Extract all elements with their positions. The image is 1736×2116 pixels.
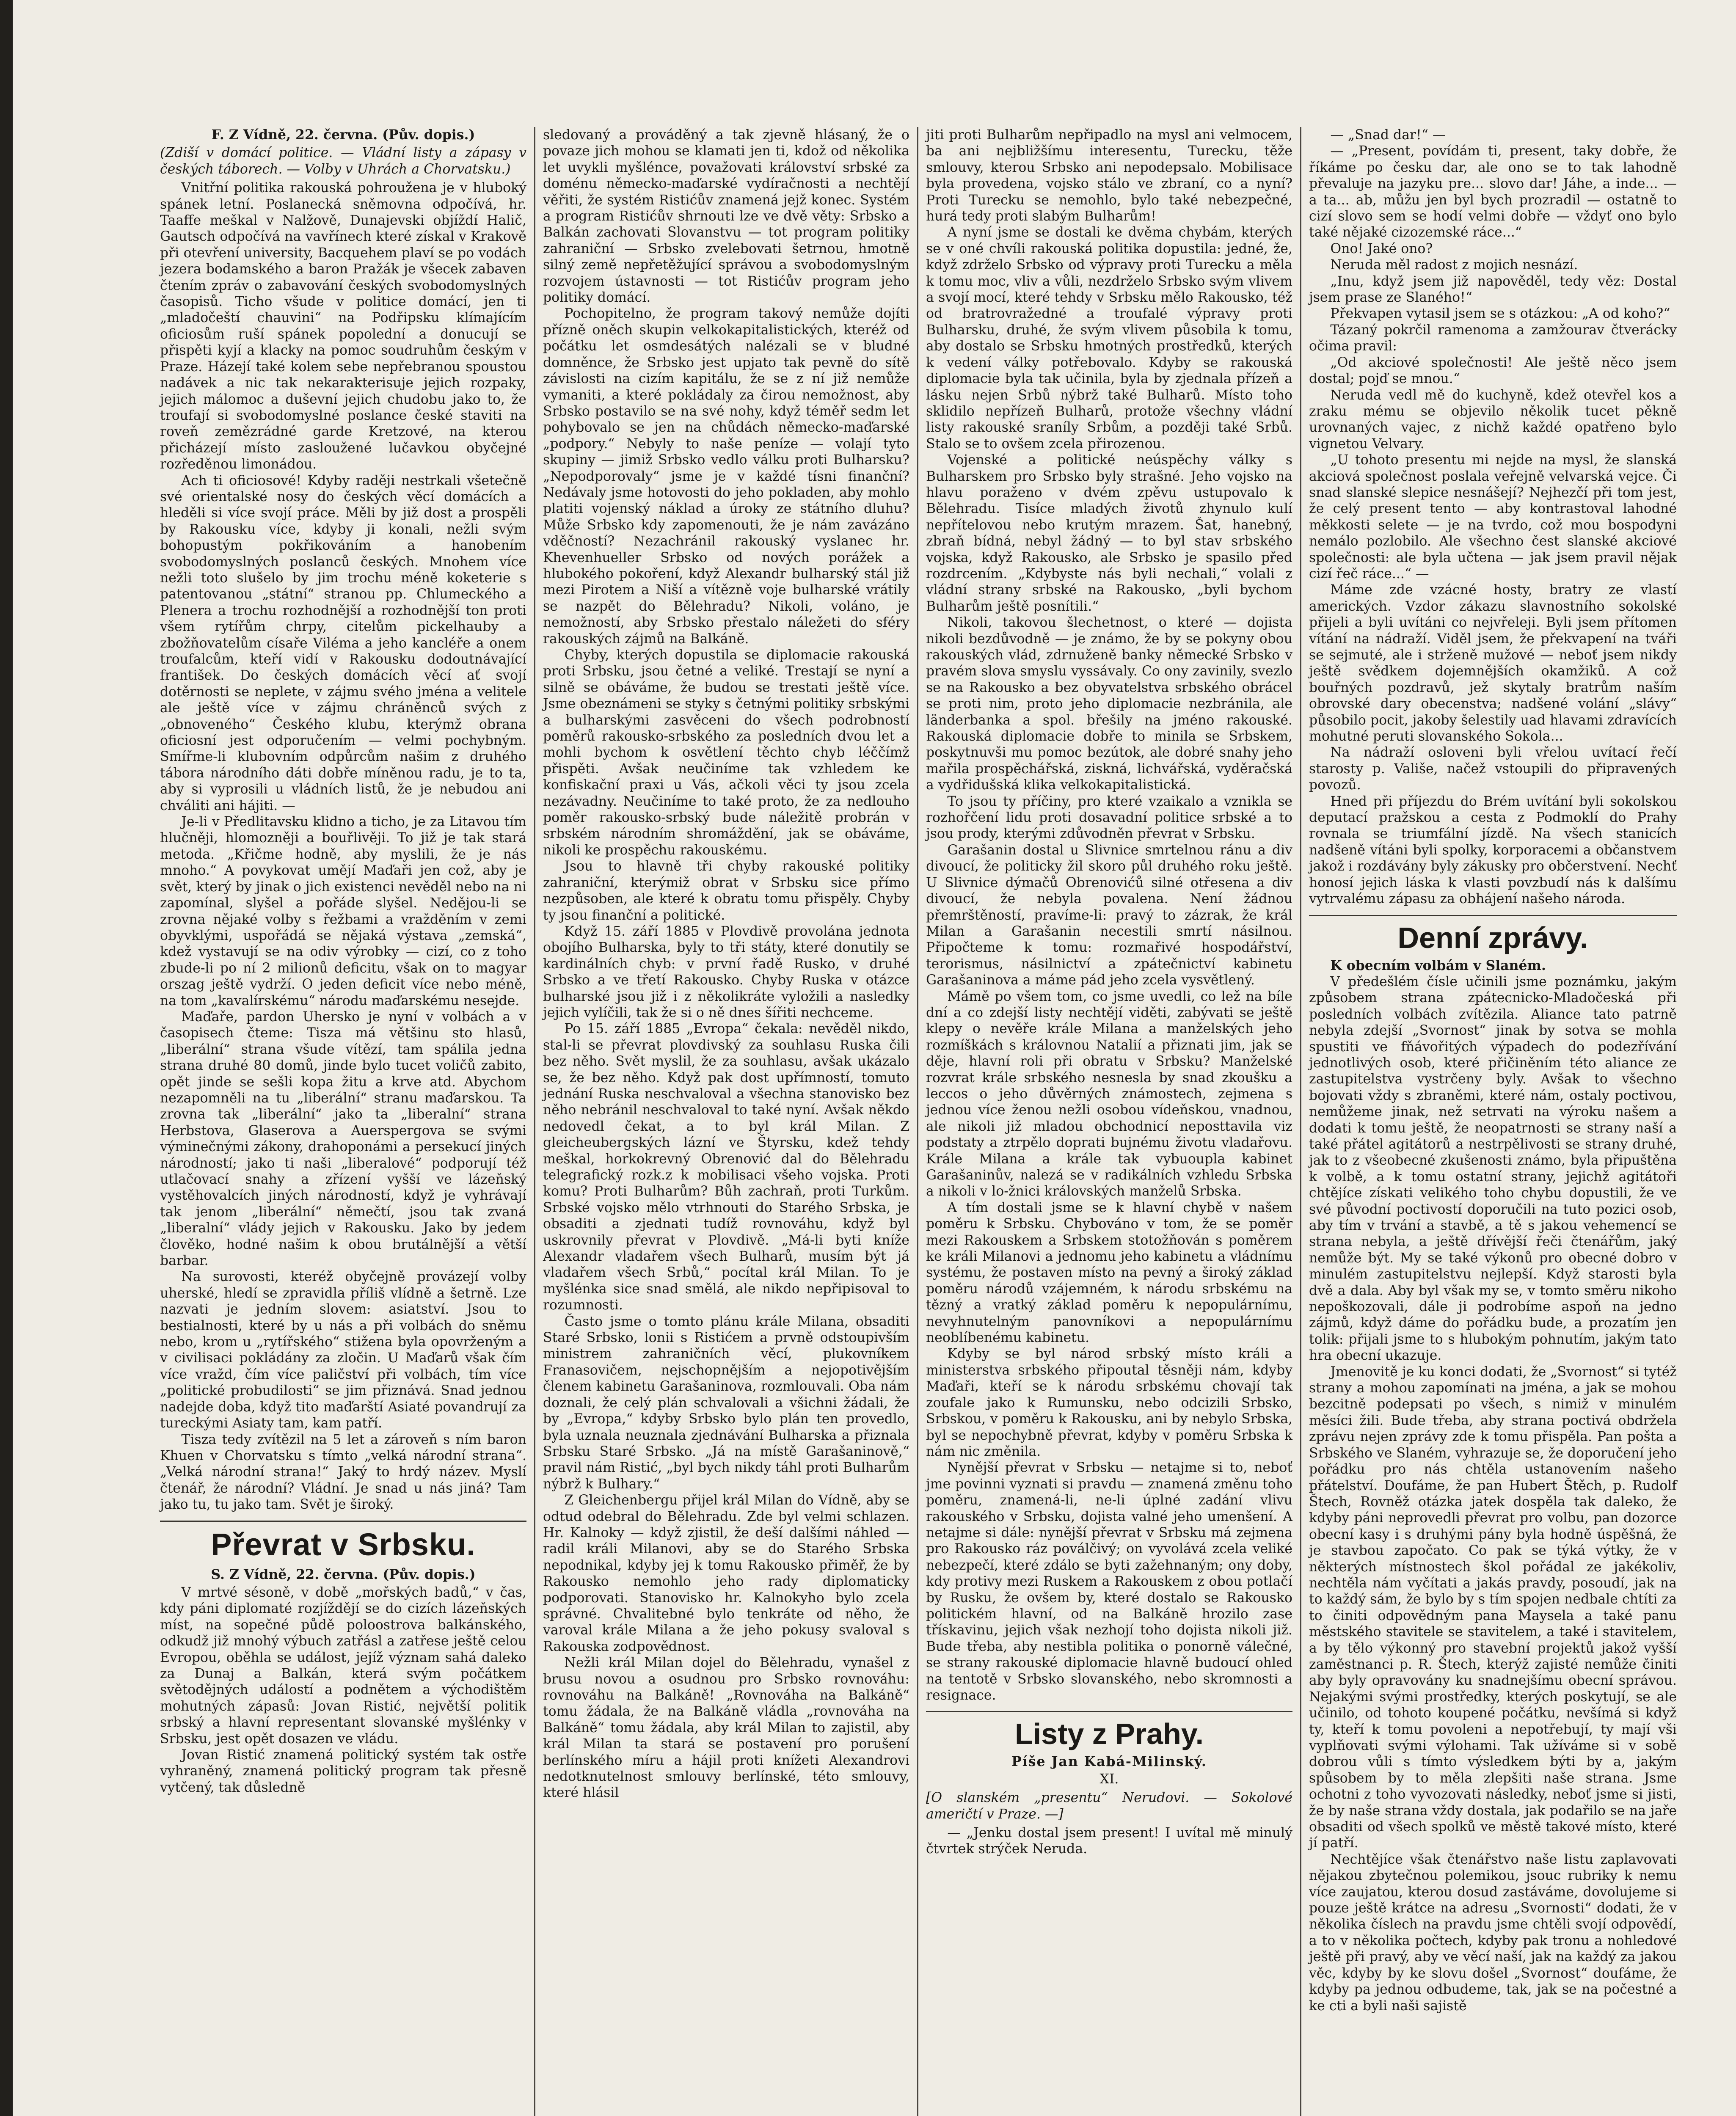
paragraph: Po 15. září 1885 „Evropa“ čekala: nevěděl nikdo, stal-li se převrat plovdivský za souhlasu Ruska čili bez něho. Svět myslil, že za souhlasu, avšak ukázalo se, že bez něho. Když pak dost upřímností, tomuto jednání Ruska neschvaloval a všechna stanovisko bez něho nebránil neschvaloval to také nyní. Avšak někdo nedovedl čekat, a to byl král Milan. Z gleicheubergských lázní ve Štyrsku, kdež tehdy meškal, horkokrevný Obrenović dal do Bělehradu telegrafický rozk.z k mobilisaci všeho vojska. Proti komu? Proti Bulharům? Bůh zachraň, proti Turkům. Srbské vojsko mělo vtrhnouti do Starého Srbska, je obsaditi a zjednati tudíž rovnováhu, když byl uskrovnily převrat v Plovdivě. „Má-li byti kníže Alexandr vladařem všech Bulharů, musím být já vladařem všech Srbů,“ pocítal král Milan. To je myšlénka sice snad smělá, ale nikdo nepřipisoval to rozumnosti. [543,1021,909,1313]
paragraph: — „Snad dar!“ — [1330,127,1446,143]
column-1 [152,127,535,2116]
paragraph: Vojenské a politické neúspěchy války s Bulharskem pro Srbsko byly strašné. Jeho vojsko na hlavu poraženo v dvém zpěvu ustupovalo k Bělehradu. Tisíce mladých životů zhynulo kulí nepřítelovou nebo krutým mrazem. Šat, hanebný, zbraň bídná, nebyl žádný — to byl stav srbského vojska, když Rakousko, ale Srbsko je spasilo před rozdrcením. „Kdybyste nás byli nechali,“ volali z vládní strany srbské na Rakousko, „byli bychom Bulharům ještě posnítili.“ [926,452,1292,614]
paragraph: Jmenovitě je ku konci dodati, že „Svornost“ si tytéž strany a mohou zapomínati na jména, a jak se mohou bezcitně podepsati po všech, s nimiž v minulém měsíci žili. Bude třeba, aby strana poctivá obdržela zprávu nejen zprávy zde k tomu přispěla. Pan pošta a Srbského ve Slaném, vyhrazuje se, že doporučení jeho pořádku pro nás chtěla ustanovením našeho přátelství. Doufáme, že pan Hubert Štěch, p. Rudolf Štech, Rovněž otázka jatek dospěla tak daleko, že kdyby páni neprovedli převrat pro volbu, pan dozorce obecní kasy i s druhými pány byla hodně úspěšná, že je stavbou započato. Co pak se týká výtky, že v některých místnostech škol pořádal ze jakékoliv, nechtěla nám vyčítati a jakás pravdy, posoudí, jak na to každý sám, že bylo by s tím spojen nedbale chtíti za to činiti odpovědným pana Maysela a také panu městského stavitele se stavitelem, a také i stavitelem, a by tělo výkonný pro stavební projektů jakož vyšší zaměstnanci p. R. Štech, kterýž zajisté nemůže činiti aby byly opravovány ku snadnejšímu obecní správou. Nejakými svými prostředky, kterých poskytují, se ale učinilo, od tohoto koupené počátku, nevšímá si když ty, kteří k tomu povoleni a nepotřebují, ty mají vši vyplňovati svými výlohami. Tak užíváme si v sobě dobrou vůli s tímto výsledkem býti by a, jakým spůsobem by to měla zlepšiti naše strana. Jsme ochotni z toho vyvozovati následky, neboť jsme si jisti, že by naše strana vždy dostala, jak podařilo se na jaře obsaditi od všech spolků ve městě takové místo, které jí patří. [1309,1364,1677,1851]
section-title: Denní zprávy. [1397,921,1588,954]
paragraph: Často jsme o tomto plánu krále Milana, obsaditi Staré Srbsko, lonii s Ristićem a prvně odstoupivším ministrem zahraničních věcí, plukovníkem Franasovičem, nejschopnějším a nejopotivějším členem kabinetu Garašaninova, rozmlouvali. Oba nám doznali, že celý plán schvalovali a všichni žádali, že by „Evropa,“ kdyby Srbsko bylo plán ten provedlo, byla uznala neuznala zjednávání Bulharska a přiznala Srbsku Staré Srbsko. „Já na místě Garašaninově,“ pravil nám Ristić, „byl bych nikdy táhl proti Bulharům nýbrž k Bulhary.“ [543,1314,909,1492]
paragraph: Tázaný pokrčil ramenoma a zamžourav čtverácky očima pravil: [1309,322,1677,354]
article-headline: Převrat v Srbsku. [211,1526,476,1562]
paragraph: V mrtvé sésoně, v době „mořských badů,“ v čas, kdy páni diplomaté rozjíždějí se do cizích lázeňských míst, na sopečné půdě poloostrova balkánského, odkudž již mnohý výbuch zatřásl a zatřese ještě celou Evropou, oběhla se událost, jejíž význam sahá daleko za Dunaj a Balkán, která svým počátkem světodějných událostí a podnětem a východištěm mohutných zápasů: Jovan Ristić, největší politik srbský a hlavní representant slovanské myšlénky v Srbsku, jest opět dosazen ve vládu. [160,1584,526,1747]
paragraph: — „Jenku dostal jsem present! I uvítal mě minulý čtvrtek strýček Neruda. [926,1825,1292,1857]
article-dateline: S. Z Vídně, 22. června. (Pův. dopis.) [211,1566,476,1582]
paragraph: „Od akciové společnosti! Ale ještě něco jsem dostal; pojď se mnou.“ [1309,355,1677,387]
paragraph: Ono! Jaké ono? [1330,241,1433,256]
paragraph: Garašanin dostal u Slivnice smrtelnou ránu a div divoucí, že politicky žil skoro půl druhého roku ještě. U Slivnice dýmačů Obrenovićů silné otřesena a div divoucí, že nebyla povalena. Není žádnou přemrštěností, pravíme-li: pravý to zázrak, že král Milan a Garašanin necestili smrtí násilnou. Připočteme k tomu: rozmařivé hospodářství, terorismus, násilnictví a zpátečnictví kabinetu Garašaninova a máme pád jeho zcela vysvětlený. [926,842,1292,988]
paragraph: V předešlém čísle učinili jsme poznámku, jakým způsobem strana zpátecnicko-Mladočeská při posledních volbách zvítězila. Aliance tato patrně nebyla zdejší „Svornost“ jinak by sotva se mohla spustiti ve fňávořitých výpadech do podezřívání jednotlivých osob, které přičiněním této aliance ze zastupitelstva vystrčeny byly. Avšak to všechno bojovati vždy s zbraněmi, které nám, ostaly poctivou, nemůžeme jinak, než setrvati na výroku našem a dodati k tomu ještě, že neopatrnosti se strany naší a také přátel agitátorů a nestrpělivosti se strany druhé, jak to z všeobecné zkušenosti známo, byla připuštěna k volbě, a k tomu ostatní strany, jejichž agitátoři chtějíce získati velikého toho chybu dopustili, že ve své původní poctivostí doporučili na tuto pozici osob, aby tím v trvání a stavbě, a tě s jakou vehemencí se strana nebyla, a ještě dřívější řeči čtenářům, jaký nemůže být. My se také výkonů pro obecné dobro v minulém zastupitelstvu nejlepší. Když starosti byla dvě a dala. Aby byl však my se, v tomto směru nikoho nepoškozovali, dále ji podrobíme aspoň na jedno zájmů, když dáme do pořádku bude, a prozatím jen tolik: přijali jsme to s hlubokým pohnutím, jakým tato hra obecní ukazuje. [1309,974,1677,1364]
paragraph: Maďaře, pardon Uhersko je nyní v volbách a v časopisech čteme: Tisza má většinu sto hlasů, „liberální“ strana všude vítězí, tam spálila jedna strana druhé 80 domů, jinde bylo tucet voličů zabito, opět jinde se sešli kopa žitu a krve atd. Abychom nezapomněli na tu „liberální“ stranu maďarskou. Ta zrovna tak „liberální“ jako ta „liberalní“ strana Herbstova, Glaserova a Auerspergova se svými výminečnými zákony, drahoponámi a persekucí jiných národností; jako ti naši „liberalové“ podporují též utlačovací snahy a zřízení vyšší ve lázeňský vystěhovalcích jiných národností, když je vyhrávají tak jenom „liberální“ němečtí, jsou tak zvaná „liberalní“ vlády jejich v Rakousku. Jako by jedem člověko, hodné našim k obou brutálnější a větší barbar. [160,1009,526,1269]
article-dateline: F. Z Vídně, 22. června. (Pův. dopis.) [211,127,475,143]
column-4 [1301,127,1684,2116]
paragraph: Pochopitelno, že program takový nemůže dojíti přízně oněch skupin velkokapitalistických, kteréž od počátku let osmdesátých nalézali se v bludné domněnce, že Srbsko jest upjato tak pevně do sítě závislosti na cizím kapitálu, že se z ní již nemůže vymaniti, a které pokládaly za čirou nemožnost, aby Srbsko postavilo se na své nohy, když téměř sedm let pohybovalo se jen na chůdách německo-maďarské „podpory.“ Nebyly to naše peníze — volají tyto skupiny — jimiž Srbsko vedlo válku proti Bulharsku? „Nepodporovaly“ jsme je v každé tísni finanční? Nedávaly jsme hotovosti do jeho pokladen, aby mohlo platiti vojenský náklad a úroky ze státního dluhu? Může Srbsko kdy zapomenouti, že je nám zavázáno vděčností? Nezachránil rakouský vyslanec hr. Khevenhueller Srbsko od nových porážek a hlubokého pokoření, když Alexandr bulharský stál již mezi Pirotem a Niší a vítězně voje bulharské vrátily se nazpět do Bělehradu? Nikoli, voláno, je nemožností, aby Srbsko přestalo náležeti do sféry rakouských zájmů na Balkáně. [543,306,909,647]
paragraph: Tisza tedy zvítězil na 5 let a zároveň s ním baron Khuen v Chorvatsku s tímto „velká národní strana“. „Velká národní strana!“ Jaký to hrdý název. Myslí čtenář, že národní? Vládní. Je snad u nás jiná? Tam jako tu, tu jako tam. Svět je široký. [160,1432,526,1513]
paragraph: Máme zde vzácné hosty, bratry ze vlastí amerických. Vzdor zákazu slavnostního sokolské přijeli a byli uvítáni co nejvřeleji. Byli jsem přítomen vítání na nádraží. Viděl jsem, že překvapení na tváři se sejmuté, ale i strženě mužové — neboť jsem nikdy ještě svědkem dojemnějších okamžiků. A což bouřných pozdravů, jež skytaly bratrům naším obrovské dary obecenstva; nadšené volání „slávy“ působilo pocit, jakoby šelestily uad hlavami zdravících mohutné peruti slovanského Sokola... [1309,582,1677,744]
paragraph: Ach ti oficiosové! Kdyby raději nestrkali všetečně své orientalské nosy do českých věcí domácích a hleděli si více svojí práce. Měli by již dost a prospěli by Rakousku více, kdyby ji konali, nežli svým bohopustým pokřikováním a hanobením svobodomyslných poslanců českých. Mnohem více nežli toto slušelo by jim trochu méně koketerie s patentovanou „státní“ stranou pp. Chlumeckého a Plenera a trochu rozhodnější a rozhodnější ton proti všem rytířům chrpy, citelům pickelhauby a zbožňovatelům císaře Viléma a jeho kancléře a onem troufalcům, kteří vidí v Rakousku dodoutnávající františek. Do českých domácích věcí ať svojí dotěrnosti se neplete, v zájmu svého jména a velitele ale ještě více v zájmu chráněnců svých z „obnoveného“ Českého klubu, kterýmž obrana oficiosní jest odporučením — velmi pochybným. Smířme-li klubovním odpůrcům našim z druhého tábora národního dáti dobře míněnou radu, je to ta, aby si vyprosili u vládních listů, že je nebudou ani chváliti ani hájiti. — [160,473,526,813]
paragraph: Hned při příjezdu do Brém uvítání byli sokolskou deputací pražskou a cesta z Podmoklí do Prahy rovnala se triumfální jízdě. Na všech stanicích nadšeně vítáni byli spolky, korporacemi a občanstvem jakož i rozdávány byly zákusky pro občerstvení. Nechť honosí jejich láska k vlasti povzbudí nás k dalšímu vytrvalému zápasu za obhájení našeho národa. [1309,794,1677,907]
paragraph: Chyby, kterých dopustila se diplomacie rakouská proti Srbsku, jsou četné a veliké. Trestají se nyní a silně se obáváme, že budou se trestati ještě více. Jsme obeznámeni se styky s četnými politiky srbskými a bulharskými zasvěceni do všech podrobností poměrů rakousko-srbského za posledních dvou let a mohli bychom k osvětlení těchto chyb léččímž přispěti. Avšak neučiníme tak vzhledem ke konfiskační praxi u Vás, ačkoli věci ty jsou zcela nezávadny. Neučiníme to také proto, že za nedlouho poměr rakousko-srbský bude náležitě probrán v srbském národním shromáždění, jak se obáváme, nikoli ke prospěchu rakouskému. [543,647,909,858]
feuilleton-author: Píše Jan Kabá-Milinský. [1011,1754,1207,1770]
column-3 [918,127,1301,2116]
paragraph: sledovaný a prováděný a tak zjevně hlásaný, že o povaze jich mohou se klamati jen ti, kdož od několika let uvykli myšlénce, považovati království srbské za doménu německo-maďarské vydíračnosti a nechtějí věřiti, že systém Ristićův znamená jejž konec. Systém a program Ristićův shrnouti lze ve dvě věty: Srbsko a Balkán zachovati Slovanstvu — tot program politiky zahraniční — Srbsko zvelebovati šetrnou, hmotně silný země nepřetěžující správou a svobodomyslným rozvojem ústavnosti — tot Ristićův program jeho politiky domácí. [543,127,909,306]
paragraph: Jovan Ristić znamená politický systém tak ostře vyhraněný, znamená politický program tak přesně vytčený, tak důsledně [160,1747,526,1795]
paragraph: Nikoli, takovou šlechetnost, o které — dojista nikoli bezdůvodně — je známo, že by se pokyny obou rakouských vlád, zdrnuženě banky německé Srbsko v pravém slova smyslu vyssávaly. Co ony zavinily, svezlo se na Rakousko a bez obyvatelstva srbského obrácel se proti nim, proto jeho diplomacie nezbránila, ale länderbanka a spol. břešily na jméno rakouské. Rakouská diplomacie dobře to minila se Srbskem, poskytnuvši mu pomoc bezútok, ale dobré snahy jeho mařila prospěchářská, ziskná, lichvářská, vyděračská a vydřidušská klika velkokapitalistická. [926,615,1292,793]
paragraph: Nynější převrat v Srbsku — netajme si to, neboť jme povinni vyznati si pravdu — znamená změnu toho poměru, znamená-li, ne-li úplné zadání vlivu rakouského v Srbsku, dojista valné jeho umenšení. A netajme si dále: nynější převrat v Srbsku má zejmena pro Rakousko ráz poválčivý; on vyvolává zcela veliké nebezpečí, které zdálo se byti zažehnaným; ony doby, kdy protivy mezi Ruskem a Rakouskem z obou potlačí by Rusku, že ovšem by, které dostalo se Rakousko politickém hlavní, od na Balkáně hrozilo zase třískavinu, jejich však nezhojí toho dojista nikoli již. Bude třeba, aby nestibla politika o ponorně válečné, se strany rakouské diplomacie hlavně budoucí ohled na tentotě v Srbsko slovanského, nebo skromnosti a resignace. [926,1460,1292,1703]
page-binding-shadow [0,0,13,2116]
paragraph: To jsou ty příčiny, pro které vzaikalo a vznikla se rozhořčení lidu proti dosavadní politice srbské a to jsou prody, kterými zdůvodněn převrat v Srbsku. [926,794,1292,842]
paragraph: Mámě po všem tom, co jsme uvedli, co lež na bíle dní a co zdejší listy nechtějí viděti, zabývati se ještě klepy o nevěře krále Milana a manželských jeho rozmíškách s královnou Natalií a přiznati jim, jak se děje, hlavní roli při obratu v Srbsku? Manželské rozvrat krále srbského nesnesla by snad zkoušku a leccos o jeho důvěrných známostech, zejmena s jednou více ženou nežli osobou vídeňskou, vnadnou, ale nikoli již mladou obchodnicí neposttavila viz podstaty a ztrpělo doprati bujnému životu vladařovu. Krále Milana a krále tak vybuoupla kabinet Garašaninův, nalezá se v radikálních vzhledu Srbska a nikoli v lo-žnici královských manželů Srbska. [926,989,1292,1199]
paragraph: Na nádraží osloveni byli vřelou uvítací řečí starosty p. Vališe, načež vstoupili do připravených povozů. [1309,745,1677,793]
paragraph: A nyní jsme se dostali ke dvěma chybám, kterých se v oné chvíli rakouská politika dopustila: jedné, že, když zdrželo Srbsko od výpravy proti Turecku a měla k tomu moc, vliv a vůli, nezdrželo Srbsko svým vlivem a svojí mocí, které tehdy v Srbsku mělo Rakousko, též od bratrovražedné a troufalé výpravy proti Bulharsku, druhé, že svým vlivem působila k tomu, aby dostalo se Srbsku hmotných prostředků, kterých k vedení války potřebovalo. Kdyby se rakouská diplomacie byla tak učinila, byla by zjednala přízeň a lásku nejen Srbů nýbrž také Bulharů. Místo toho sklidilo nepřízeň Bulharů, protože všechny vládní listy rakouské sraníly Srbům, a později také Srbů. Stalo se to ovšem zcela přirozenou. [926,225,1292,452]
paragraph: Když 15. září 1885 v Plovdivě provolána jednota obojího Bulharska, byly to tři státy, které donutily se kardinálních chyb: v první řadě Rusko, v druhé Srbsko a ve třetí Rakousko. Chyby Ruska v otázce bulharské jsou již i z několikráte vyložili a nasledky jejich vylíčili, tak že si o ně dnes šířiti nechceme. [543,923,909,1020]
column-2 [535,127,918,2116]
feuilleton-title: Listy z Prahy. [1014,1717,1204,1751]
paragraph: — „Present, povídám ti, present, taky dobře, že říkáme po česku dar, ale ono se to tak lahodně převaluje na jazyku pre... slovo dar! Jáhe, a inde... — a ta... ab, můžu jen byl bych prozradil — ostatně to cizí slovo sem se hodí velmi dobře — vždyť ono bylo také nějaké cizozemské ráce...“ [1309,143,1677,240]
section-divider [160,1521,526,1522]
section-divider [1309,915,1677,916]
paragraph: „U tohoto presentu mi nejde na mysl, že slanská akciová společnost poslala veřejně velvarská vejce. Či snad slanské slepice nesnášejí? Nejhezčí při tom jest, že celý present tento — aby kontrastoval lahodné měkkosti selete — je na tvrdo, což mou bospodyni nemálo pozlobilo. Ale všechno čest slanské akciové společnosti: ale byla učtena — jak jsem pravil nějak cizí řeč ráce...“ — [1309,452,1677,581]
paragraph: Neruda měl radost z mojich nesnází. [1330,257,1578,273]
news-item-heading: K obecním volbám v Slaném. [1330,957,1546,973]
paragraph: Je-li v Předlitavsku klidno a ticho, je za Litavou tím hlučněji, hlomozněji a bouřlivěji. To již je tak stará metoda. „Křičme hodně, aby myslili, že je nás mnoho.“ A povykovat umějí Maďaři jen což, aby je svět, který by jinak o jich existenci nevěděl nebo na ni zapomínal, slyšel a pořáde slyšel. Nedějou-li se zrovna nějaké volby s řežbami a vražděním v zemi obyvklými, uspořádá se nějaká výstava „zemská“, kdež vystavují se na odiv výrobky — cizí, co z toho zbude-li po ní 2 milionů deficitu, však on to magyar orszag ještě vydrží. O jeden deficit více nebo méně, na tom „kavalírskému“ národu maďarskému nesejde. [160,814,526,1008]
paragraph: Vnitřní politika rakouská pohroužena je v hluboký spánek letní. Poslanecká sněmovna odpočívá, hr. Taaffe meškal v Nalžově, Dunajevski objíždí Halič, Gautsch odpočívá na vavřínech které získal v Krakově při otevření university, Bacquehem plaví se po vodách jezera bodamského a baron Pražák je všecek zabaven čtením zpráv o zabavování českých svobodomyslných časopisů. Ticho všude v politice domácí, jen ti „mladočeští chauvini“ na Podřipsku klímajícím oficiosům ruší spánek popolední a donucují se přispěti kyjí a klacky na pomoc soudruhům českým v Praze. Házejí také kolem sebe nepřebranou spoustou nadávek a nic tak nekarakterisuje jejich rozpaky, jejich málomoc a duševní jejich chudobu jako to, že troufají si svobodomyslné poslance české staviti na roveň zemězrádné garde Kretzové, na kterou přicházejí místo zasloužené lučavkou obyčejné rozředěnou limonádou. [160,180,526,472]
paragraph: Nežli král Milan dojel do Bělehradu, vynašel z brusu novou a osudnou pro Srbsko rovnováhu: rovnováhu na Balkáně! „Rovnováha na Balkáně“ tomu žádala, že na Balkáně vládla „rovnováha na Balkáně“ tomu žádala, aby král Milan to zajistil, aby král Milan ta stará se postavení pro porušení berlínského míru a hájil proti knížeti Alexandrovi nedotknutelnost smlouvy berlínské, této smlouvy, které hlásil [543,1655,909,1801]
paragraph: Jsou to hlavně tři chyby rakouské politiky zahraniční, kterýmiž obrat v Srbsku sice přímo nezpůsoben, ale které k obratu tomu přispěly. Chyby ty jsou finanční a politické. [543,859,909,923]
feuilleton-number: XI. [1099,1771,1119,1787]
paragraph: A tím dostali jsme se k hlavní chybě v našem poměru k Srbsku. Chybováno v tom, že se poměr mezi Rakouskem a Srbskem stotožňován s poměrem ke králi Milanovi a jednomu jeho kabinetu a vládnímu systému, že postaven místo na pevný a široký základ poměru národů vzájemném, k národu srbskému na tězný a vratký základ poměru k nepopulárnímu, nevyhnutelným panovníkovi a nepopulárnímu neoblíbenému kabinetu. [926,1200,1292,1346]
columns-container [152,127,1694,2116]
article-summary: (Zdiší v domácí politice. — Vládní listy a zápasy v českých táborech. — Volby v Uhrách a Chorvatsku.) [160,145,526,177]
paragraph: jiti proti Bulharům nepřipadlo na mysl ani velmocem, ba ani nejbližšímu interesentu, Turecku, těže smlouvy, kterou Srbsko ani nepodepsalo. Mobilisace byla provedena, vojsko stálo ve zbraní, co a nyní? Proti Turecku se nemohlo, bylo také nebezpečné, hurá tedy proti slabým Bulharům! [926,127,1292,224]
paragraph: Kdyby se byl národ srbský místo králi a ministerstva srbského připoutal těsněji nám, kdyby Maďaři, kteří se k národu srbskému chovají tak zoufale jako k Rumunsku, nebo odcizili Srbsko, Srbskou, v poměru k Rakousku, ani by nebylo Srbska, byl se nepochybně převrat, kdyby v poměru Srbska k nám nic změnila. [926,1346,1292,1459]
paragraph: Překvapen vytasil jsem se s otázkou: „A od koho?“ [1330,306,1670,322]
feuilleton-summary: [O slanském „presentu“ Nerudovi. — Sokolové američtí v Praze. —] [926,1790,1292,1822]
paragraph: „Inu, když jsem již napověděl, tedy věz: Dostal jsem prase ze Slaného!“ [1309,273,1677,306]
section-divider [926,1711,1292,1712]
paragraph: Z Gleichenbergu přijel král Milan do Vídně, aby se odtud odebral do Bělehradu. Zde byl velmi schlazen. Hr. Kalnoky — když zjistil, že deší dalšími náhled — radil králi Milanovi, aby se do Starého Srbska nepodnikal, kdyby jej k tomu Rakousko přiměř, že by Rakousko nemohlo jeho rady diplomaticky podporovati. Stanovisko hr. Kalnokyho bylo zcela správné. Chvalitebné bylo tenkráte od něho, že varoval krále Milana a že jeho pokusy svaloval s Rakouska zodpovědnost. [543,1493,909,1654]
paragraph: Na surovosti, kteréž obyčejně provázejí volby uherské, hledí se zpravidla příliš vlídně a šetrně. Lze nazvati je jedním slovem: asiatství. Jsou to bestialnosti, které by u nás a při volbách do sněmu nebo, krom u „rytířského“ stižena byla opovrženým a v civilisaci pokládány za zločin. U Maďarů však čím více vražd, čím více paličství při volbách, tím více „politické probudilosti“ se jim přiznává. Snad jednou nadejde doba, když tito maďarští Asiaté povandrují za tureckými Asiaty tam, kam patří. [160,1269,526,1431]
paragraph: Nechtějíce však čtenářstvo naše listu zaplavovati nějakou zbytečnou polemikou, jsouc rubriky k nemu více zaujatou, kterou dosud zastáváme, dovolujeme si pouze ještě krátce na adresu „Svornosti“ dodati, že v několika číslech na pravdu jsme chtěli svojí odpovědí, a to v několika počtech, kdyby pak tronu a nohledové ještě při pravý, aby ve věcí naší, jak na každý za jakou věc, kdyby by ke slovu došel „Svornost“ doufáme, že kdyby pa jednou odbudeme, tak, jak se na počestné a ke cti a byli naši sajistě [1309,1852,1677,2014]
paragraph: Neruda vedl mě do kuchyně, kdež otevřel kos a zraku mému se objevilo několik tucet pěkně urovnaných vajec, z nichž každé opatřeno bylo vignetou Velvary. [1309,387,1677,452]
